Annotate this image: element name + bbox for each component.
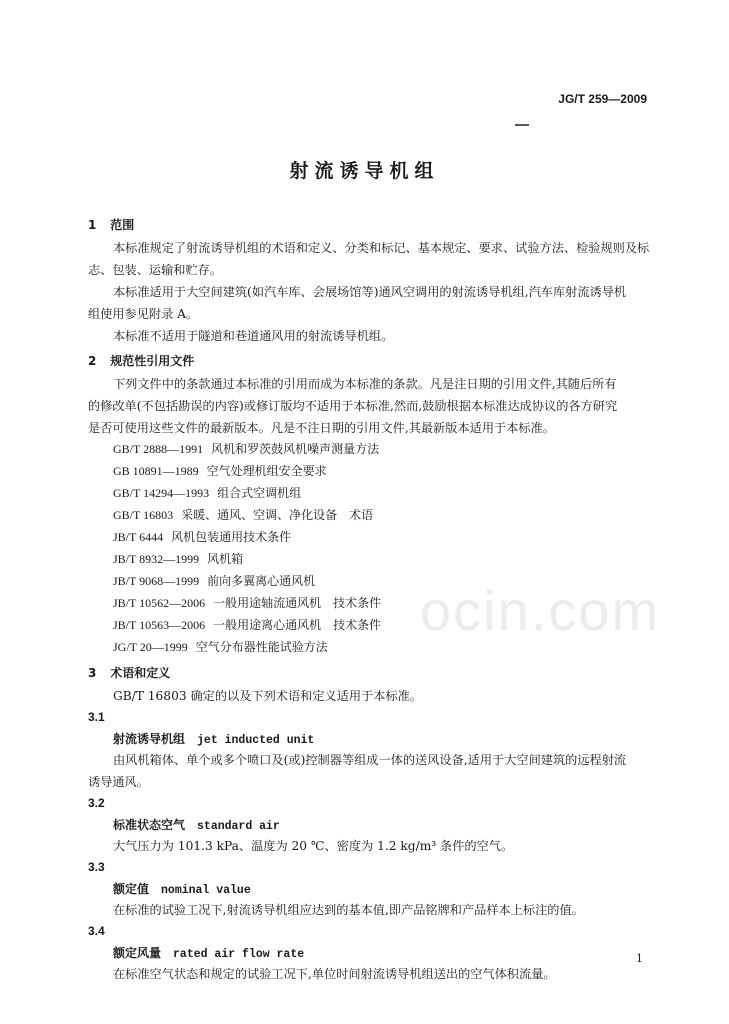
definition-line: 诱导通风。 bbox=[88, 775, 149, 789]
reference-title: 风机包装通用技术条件 bbox=[171, 530, 292, 544]
reference-code: GB/T 2888—1991 bbox=[113, 442, 204, 456]
term-zh: 额定风量 bbox=[113, 946, 162, 960]
reference-item bbox=[113, 550, 243, 567]
term-heading bbox=[113, 944, 304, 961]
section-number: 2 bbox=[88, 354, 97, 368]
reference-code: JB/T 10562—2006 bbox=[113, 596, 206, 610]
term-heading bbox=[113, 730, 314, 747]
paragraph-line: 志、包装、运输和贮存。 bbox=[88, 263, 223, 277]
section-3-heading bbox=[88, 664, 170, 681]
reference-code: JB/T 6444 bbox=[113, 530, 164, 544]
clause-number: 3.4 bbox=[88, 924, 105, 938]
page-title: 射流诱导机组 bbox=[289, 160, 440, 182]
reference-item bbox=[113, 462, 327, 479]
paragraph-line: 是否可使用这些文件的最新版本。凡是不注日期的引用文件,其最新版本适用于本标准。 bbox=[88, 421, 555, 435]
definition-line: 由风机箱体、单个或多个喷口及(或)控制器等组成一体的送风设备,适用于大空间建筑的远程射流 bbox=[113, 753, 627, 767]
paragraph-line: 本标准规定了射流诱导机组的术语和定义、分类和标记、基本规定、要求、试验方法、检验规则及标 bbox=[113, 241, 650, 255]
term-zh: 标准状态空气 bbox=[113, 818, 186, 832]
reference-title: 采暖、通风、空调、净化设备 术语 bbox=[181, 508, 374, 522]
reference-title: 风机和罗茨鼓风机噪声测量方法 bbox=[211, 442, 380, 456]
reference-item bbox=[113, 594, 381, 611]
clause-number: 3.1 bbox=[88, 710, 105, 724]
standard-code: JG/T 259—2009 bbox=[558, 92, 647, 106]
paragraph-line: 本标准适用于大空间建筑(如汽车库、会展场馆等)通风空调用的射流诱导机组,汽车库射流诱导机 bbox=[113, 285, 627, 299]
paragraph-line: 组使用参见附录 A。 bbox=[88, 307, 199, 321]
reference-item bbox=[113, 528, 291, 545]
paragraph-line: 下列文件中的条款通过本标准的引用而成为本标准的条款。凡是注日期的引用文件,其随后所有 bbox=[113, 377, 617, 391]
reference-title: 组合式空调机组 bbox=[217, 486, 302, 500]
reference-code: GB 10891—1989 bbox=[113, 464, 199, 478]
section-title: 规范性引用文件 bbox=[110, 354, 195, 368]
scan-mark bbox=[515, 124, 529, 126]
term-en: rated air flow rate bbox=[173, 948, 305, 961]
section-title: 范围 bbox=[110, 218, 135, 232]
reference-item bbox=[113, 638, 328, 655]
section-2-heading bbox=[88, 352, 194, 369]
reference-title: 空气处理机组安全要求 bbox=[206, 464, 327, 478]
reference-title: 空气分布器性能试验方法 bbox=[195, 640, 328, 654]
reference-item bbox=[113, 506, 373, 523]
paragraph-line: GB/T 16803 确定的以及下列术语和定义适用于本标准。 bbox=[113, 689, 423, 703]
reference-code: GB/T 16803 bbox=[113, 508, 174, 522]
watermark: ocin.com bbox=[420, 579, 661, 642]
term-zh: 额定值 bbox=[113, 882, 150, 896]
reference-title: 风机箱 bbox=[207, 552, 244, 566]
reference-item bbox=[113, 440, 379, 457]
term-en: standard air bbox=[197, 820, 280, 833]
term-en: jet inducted unit bbox=[197, 734, 315, 747]
reference-item bbox=[113, 484, 301, 501]
paragraph-line: 本标准不适用于隧道和巷道通风用的射流诱导机组。 bbox=[113, 329, 394, 343]
clause-number: 3.3 bbox=[88, 860, 105, 874]
clause-number: 3.2 bbox=[88, 796, 105, 810]
reference-title: 前向多翼离心通风机 bbox=[207, 574, 316, 588]
term-heading bbox=[113, 880, 251, 897]
reference-code: GB/T 14294—1993 bbox=[113, 486, 210, 500]
reference-title: 一般用途轴流通风机 技术条件 bbox=[213, 596, 382, 610]
section-number: 3 bbox=[88, 666, 97, 680]
term-zh: 射流诱导机组 bbox=[113, 732, 186, 746]
term-heading bbox=[113, 816, 280, 833]
reference-code: JG/T 20—1999 bbox=[113, 640, 188, 654]
reference-item bbox=[113, 572, 315, 589]
reference-item bbox=[113, 616, 381, 633]
page-number: 1 bbox=[636, 952, 643, 965]
reference-title: 一般用途离心通风机 技术条件 bbox=[213, 618, 382, 632]
section-1-heading bbox=[88, 216, 134, 233]
reference-code: JB/T 8932—1999 bbox=[113, 552, 200, 566]
reference-code: JB/T 10563—2006 bbox=[113, 618, 206, 632]
definition-line: 大气压力为 101.3 kPa、温度为 20 ℃、密度为 1.2 kg/m³ 条件的空气。 bbox=[113, 839, 514, 853]
reference-code: JB/T 9068—1999 bbox=[113, 574, 200, 588]
term-en: nominal value bbox=[161, 884, 251, 897]
definition-line: 在标准的试验工况下,射流诱导机组应达到的基本值,即产品铭牌和产品样本上标注的值。 bbox=[113, 903, 584, 917]
section-title: 术语和定义 bbox=[110, 666, 171, 680]
paragraph-line: 的修改单(不包括勘误的内容)或修订版均不适用于本标准,然而,鼓励根据本标准达成协议的各方研究 bbox=[88, 399, 618, 413]
definition-line: 在标准空气状态和规定的试验工况下,单位时间射流诱导机组送出的空气体积流量。 bbox=[113, 967, 556, 981]
section-number: 1 bbox=[88, 218, 97, 232]
